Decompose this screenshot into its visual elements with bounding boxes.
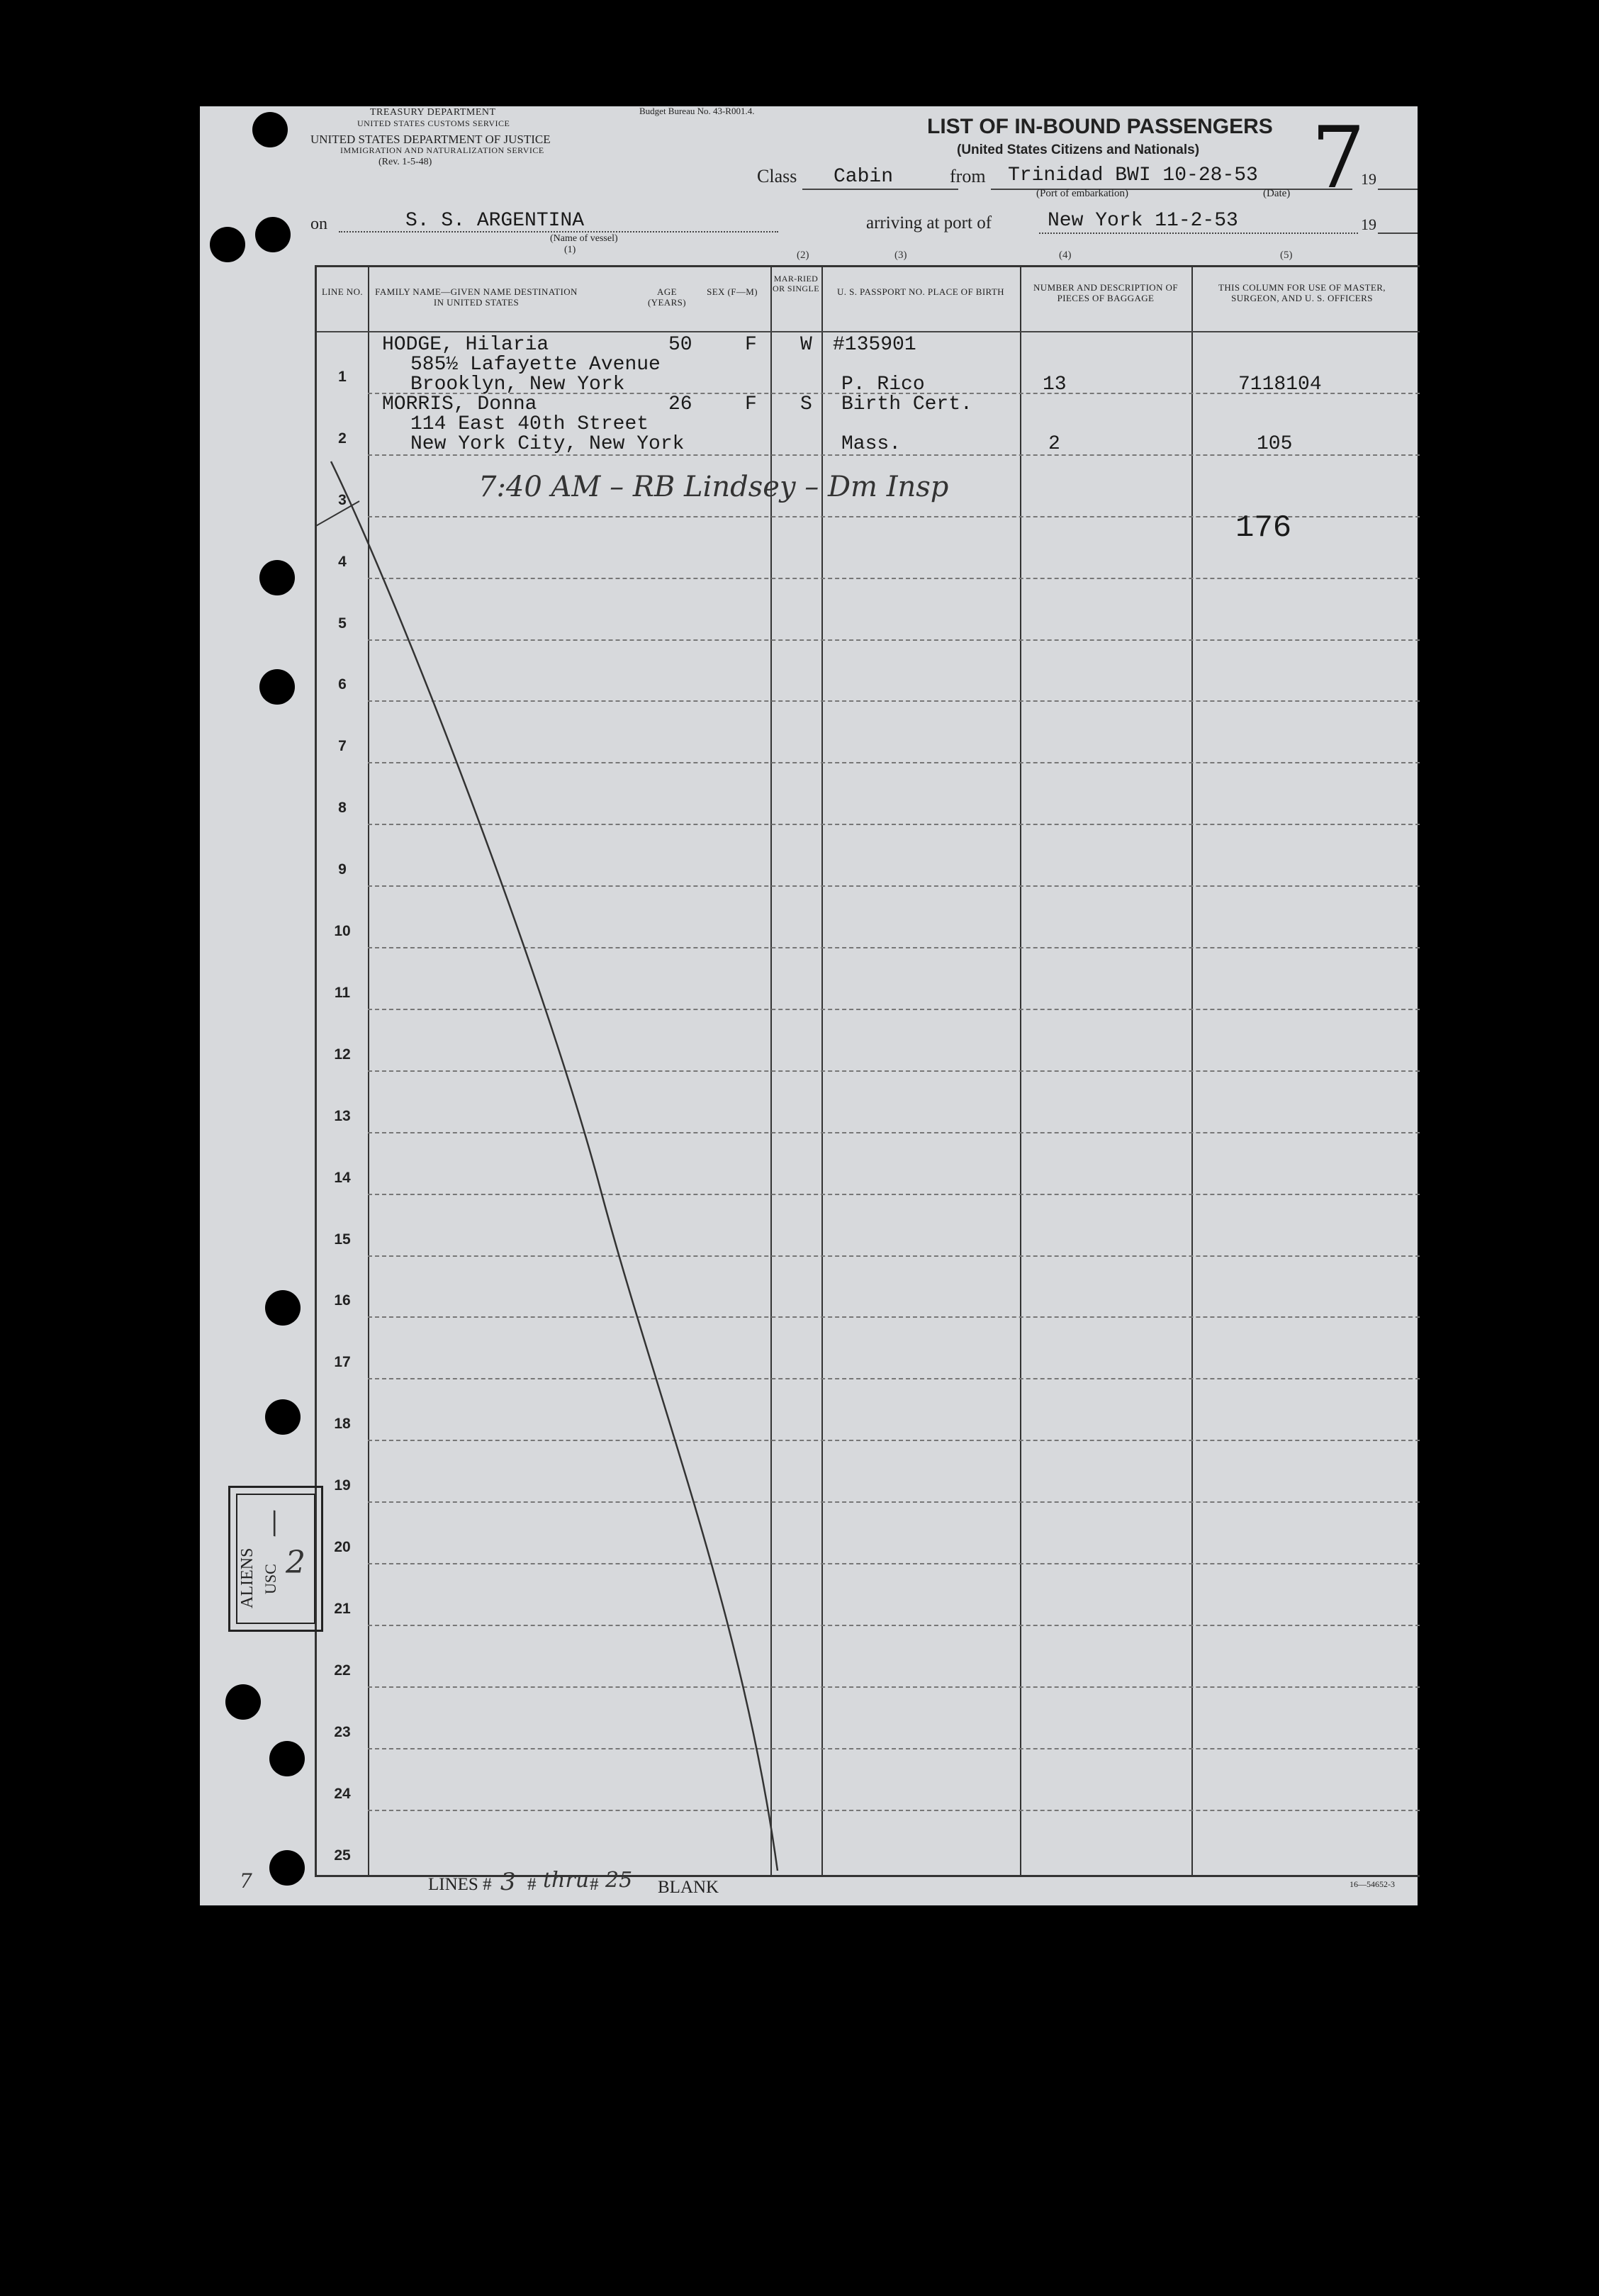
aliens-usc-stamp (228, 1486, 323, 1632)
header-name: FAMILY NAME—GIVEN NAME DESTINATION IN UNITED STATES (375, 286, 578, 308)
page-title: LIST OF IN-BOUND PASSENGERS (927, 115, 1273, 138)
colnum-3: (3) (894, 250, 907, 261)
punch-hole (255, 217, 291, 252)
year-prefix-2: 19 (1361, 215, 1376, 233)
port-caption: (Port of embarkation) (1036, 188, 1128, 199)
cancel-line (317, 267, 1420, 1875)
entry-1-address: 585½ Lafayette Avenue (410, 354, 661, 376)
line-number: 19 (334, 1477, 351, 1494)
stamp-number: 176 (1235, 510, 1292, 546)
usc-label: USC (262, 1564, 279, 1594)
page-number-mark: 7 (1311, 109, 1366, 208)
entry-1-name: HODGE, Hilaria (382, 334, 549, 356)
punch-hole (265, 1290, 301, 1326)
budget-bureau: Budget Bureau No. 43-R001.4. (639, 106, 755, 116)
entry-2-marital: S (800, 393, 812, 415)
header-sex: SEX (F—M) (707, 286, 758, 297)
entry-2-sex: F (745, 393, 757, 415)
footer-lines-last: 25 (605, 1868, 633, 1893)
year-prefix-1: 19 (1361, 170, 1376, 188)
class-label: Class (757, 166, 797, 186)
punch-hole (265, 1399, 301, 1435)
entry-2-name: MORRIS, Donna (382, 393, 537, 415)
footer-blank: BLANK (658, 1878, 719, 1897)
footer-lines-first: 3 (500, 1868, 516, 1896)
entry-1-officer-mark: 7118104 (1238, 374, 1322, 396)
line-number: 6 (338, 676, 347, 693)
footer-lines-label: LINES # (428, 1875, 492, 1894)
usc-count: 2 (286, 1545, 305, 1581)
from-label: from (950, 166, 986, 186)
header-baggage: NUMBER AND DESCRIPTION OF PIECES OF BAGGAGE (1033, 282, 1178, 303)
header-line-no: LINE NO. (321, 286, 364, 297)
footer-thru: thru (543, 1868, 590, 1893)
dept-justice: UNITED STATES DEPARTMENT OF JUSTICE (310, 133, 551, 146)
header-passport: U. S. PASSPORT NO. PLACE OF BIRTH (837, 286, 1004, 297)
line-number: 4 (338, 553, 347, 570)
line-number: 18 (334, 1416, 351, 1433)
footer-hash: # (527, 1875, 537, 1894)
entry-1-sex: F (745, 334, 757, 356)
line-number: 13 (334, 1107, 351, 1124)
passenger-table (315, 265, 1420, 1877)
line-number: 21 (334, 1600, 351, 1617)
vessel-caption: (Name of vessel) (550, 233, 618, 244)
inspector-note: 7:40 AM – RB Lindsey – Dm Insp (478, 471, 949, 503)
punch-hole (210, 227, 245, 262)
dept-customs: UNITED STATES CUSTOMS SERVICE (357, 118, 510, 128)
entry-2-officer-mark: 105 (1257, 433, 1293, 455)
line-number: 5 (338, 615, 347, 632)
punch-hole (259, 669, 295, 705)
form-number: 16—54652-3 (1350, 1879, 1395, 1889)
arrival-port-date: New York 11-2-53 (1048, 210, 1238, 232)
header-married: MAR-RIED OR SINGLE (773, 274, 819, 293)
line-number: 1 (338, 368, 347, 385)
dept-immigration: IMMIGRATION AND NATURALIZATION SERVICE (340, 145, 544, 155)
entry-1-passport: #135901 (833, 334, 916, 356)
line-number: 17 (334, 1354, 351, 1371)
punch-hole (252, 112, 288, 147)
line-number: 14 (334, 1169, 351, 1186)
line-number: 15 (334, 1231, 351, 1248)
arriving-label: arriving at port of (866, 213, 992, 233)
punch-hole (259, 560, 295, 595)
line-number: 25 (334, 1847, 351, 1864)
header-officers: THIS COLUMN FOR USE OF MASTER, SURGEON, AND U. S. OFFICERS (1218, 282, 1386, 303)
line-number: 12 (334, 1046, 351, 1063)
line-number: 16 (334, 1292, 351, 1309)
vessel-name: S. S. ARGENTINA (405, 210, 585, 232)
colnum-4: (4) (1059, 250, 1072, 261)
line-number: 2 (338, 430, 347, 447)
line-number: 3 (338, 491, 347, 508)
vessel-colnum: (1) (564, 245, 576, 255)
entry-2-birthplace: Mass. (841, 433, 902, 455)
entry-2-address: 114 East 40th Street (410, 413, 649, 435)
entry-1-age: 50 (668, 334, 692, 356)
class-value: Cabin (834, 166, 894, 188)
aliens-count: — (257, 1509, 289, 1538)
entry-2-city: New York City, New York (410, 433, 685, 455)
line-number: 8 (338, 800, 347, 817)
entry-2-baggage: 2 (1048, 433, 1060, 455)
form-revision: (Rev. 1-5-48) (378, 157, 432, 167)
from-value: Trinidad BWI 10-28-53 (1008, 164, 1258, 186)
margin-mark: 7 (240, 1869, 252, 1893)
entry-1-marital: W (800, 334, 812, 356)
colnum-5: (5) (1280, 250, 1293, 261)
entry-1-baggage: 13 (1043, 374, 1067, 396)
line-number: 24 (334, 1785, 351, 1802)
page-subtitle: (United States Citizens and Nationals) (957, 142, 1200, 157)
entry-2-age: 26 (668, 393, 692, 415)
colnum-2: (2) (797, 250, 809, 261)
line-number: 9 (338, 861, 347, 878)
line-number: 10 (334, 923, 351, 939)
line-number: 23 (334, 1723, 351, 1740)
entry-1-birthplace: P. Rico (841, 374, 925, 396)
entry-1-city: Brooklyn, New York (410, 374, 625, 396)
manifest-page (200, 106, 1418, 1905)
line-number: 22 (334, 1662, 351, 1679)
footer-hash-2: # (590, 1875, 599, 1894)
line-number: 7 (338, 738, 347, 755)
dept-treasury: TREASURY DEPARTMENT (370, 107, 496, 118)
line-number: 20 (334, 1539, 351, 1555)
date-caption: (Date) (1263, 188, 1291, 199)
aliens-label: ALIENS (238, 1547, 257, 1608)
header-age: AGE (YEARS) (647, 286, 687, 308)
punch-hole (269, 1850, 305, 1886)
line-number: 11 (334, 984, 351, 1001)
punch-hole (225, 1684, 261, 1720)
punch-hole (269, 1741, 305, 1776)
on-label: on (310, 215, 327, 233)
entry-2-passport: Birth Cert. (841, 393, 972, 415)
